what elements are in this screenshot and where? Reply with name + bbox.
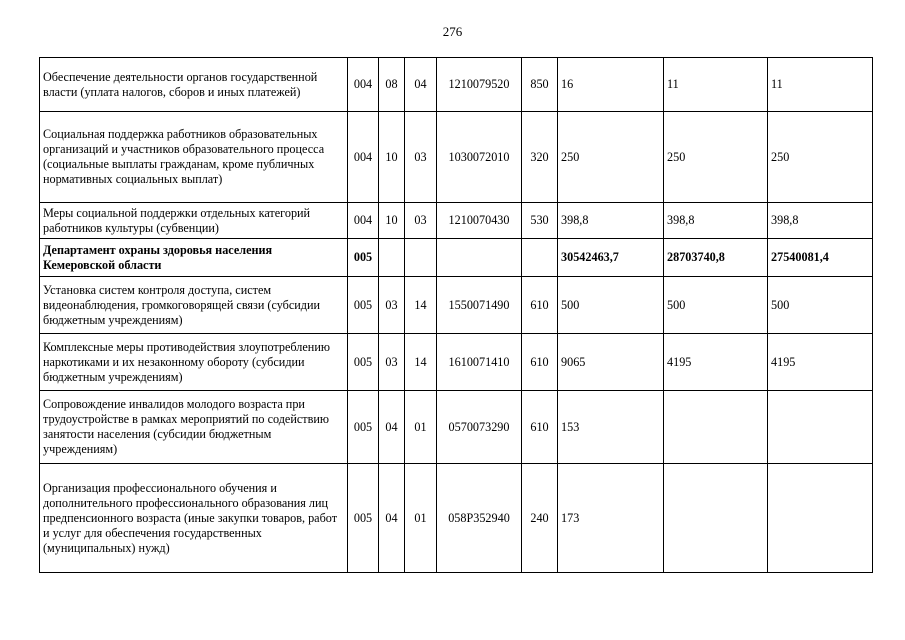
- row-name: Организация профессионального обучения и дополнительного профессионального образования лиц предпенсионного возраста (иные закупки товаров, работ и услуг для обеспечения государственных (муниципальных) нужд): [40, 464, 348, 573]
- amount-year-3: 398,8: [768, 203, 873, 239]
- amount-year-1: 173: [558, 464, 664, 573]
- subsection-code: 01: [405, 391, 437, 464]
- amount-year-2: 398,8: [664, 203, 768, 239]
- ved-code: 005: [348, 334, 379, 391]
- page-number: 276: [442, 24, 463, 39]
- subsection-code: 03: [405, 203, 437, 239]
- amount-year-1: 9065: [558, 334, 664, 391]
- row-name: Сопровождение инвалидов молодого возраста при трудоустройстве в рамках мероприятий по содействию занятости населения (субсидии бюджетным учреждениям): [40, 391, 348, 464]
- amount-year-3: [768, 464, 873, 573]
- subsection-code: 14: [405, 277, 437, 334]
- amount-year-1: 16: [558, 58, 664, 112]
- amount-year-3: 250: [768, 112, 873, 203]
- subsection-code: 04: [405, 58, 437, 112]
- expense-type-code: 320: [522, 112, 558, 203]
- amount-year-1: 30542463,7: [558, 239, 664, 277]
- row-name: Комплексные меры противодействия злоупотреблению наркотиками и их незаконному обороту (субсидии бюджетным учреждениям): [40, 334, 348, 391]
- section-code: 04: [379, 391, 405, 464]
- table-row: [40, 464, 873, 573]
- target-article-code: 0570073290: [437, 391, 522, 464]
- target-article-code: 1210079520: [437, 58, 522, 112]
- amount-year-2: [664, 464, 768, 573]
- row-name: Обеспечение деятельности органов государственной власти (уплата налогов, сборов и иных платежей): [40, 58, 348, 112]
- table-row: [40, 334, 873, 391]
- amount-year-1: 500: [558, 277, 664, 334]
- amount-year-3: 27540081,4: [768, 239, 873, 277]
- section-code: 03: [379, 334, 405, 391]
- table-row: [40, 277, 873, 334]
- amount-year-2: 28703740,8: [664, 239, 768, 277]
- amount-year-2: 250: [664, 112, 768, 203]
- target-article-code: 1610071410: [437, 334, 522, 391]
- section-code: 08: [379, 58, 405, 112]
- expense-type-code: 850: [522, 58, 558, 112]
- row-name: Социальная поддержка работников образовательных организаций и участников образовательного процесса (социальные выплаты гражданам, кроме публичных нормативных социальных выплат): [40, 112, 348, 203]
- section-code: 10: [379, 112, 405, 203]
- target-article-code: 058P352940: [437, 464, 522, 573]
- amount-year-3: [768, 391, 873, 464]
- ved-code: 004: [348, 203, 379, 239]
- table-row: [40, 239, 873, 277]
- table-row: [40, 58, 873, 112]
- row-name: Установка систем контроля доступа, систем видеонаблюдения, громкоговорящей связи (субсидии бюджетным учреждениям): [40, 277, 348, 334]
- ved-code: 005: [348, 464, 379, 573]
- section-code: 03: [379, 277, 405, 334]
- target-article-code: 1030072010: [437, 112, 522, 203]
- expense-type-code: 610: [522, 334, 558, 391]
- amount-year-1: 153: [558, 391, 664, 464]
- ved-code: 005: [348, 391, 379, 464]
- expense-type-code: 610: [522, 391, 558, 464]
- expense-type-code: 240: [522, 464, 558, 573]
- amount-year-1: 250: [558, 112, 664, 203]
- ved-code: 004: [348, 112, 379, 203]
- section-code: [379, 239, 405, 277]
- ved-code: 004: [348, 58, 379, 112]
- amount-year-2: [664, 391, 768, 464]
- amount-year-3: 11: [768, 58, 873, 112]
- subsection-code: [405, 239, 437, 277]
- subsection-code: 01: [405, 464, 437, 573]
- table-row: [40, 391, 873, 464]
- amount-year-3: 500: [768, 277, 873, 334]
- expense-type-code: 530: [522, 203, 558, 239]
- target-article-code: 1210070430: [437, 203, 522, 239]
- target-article-code: 1550071490: [437, 277, 522, 334]
- expense-type-code: 610: [522, 277, 558, 334]
- amount-year-2: 11: [664, 58, 768, 112]
- target-article-code: [437, 239, 522, 277]
- amount-year-2: 500: [664, 277, 768, 334]
- subsection-code: 14: [405, 334, 437, 391]
- amount-year-3: 4195: [768, 334, 873, 391]
- ved-code: 005: [348, 239, 379, 277]
- budget-table: [39, 57, 873, 573]
- table-row: [40, 203, 873, 239]
- section-code: 10: [379, 203, 405, 239]
- ved-code: 005: [348, 277, 379, 334]
- subsection-code: 03: [405, 112, 437, 203]
- table-row: [40, 112, 873, 203]
- amount-year-2: 4195: [664, 334, 768, 391]
- row-name: Меры социальной поддержки отдельных категорий работников культуры (субвенции): [40, 203, 348, 239]
- section-code: 04: [379, 464, 405, 573]
- row-name: Департамент охраны здоровья населения Кемеровской области: [40, 239, 348, 277]
- expense-type-code: [522, 239, 558, 277]
- amount-year-1: 398,8: [558, 203, 664, 239]
